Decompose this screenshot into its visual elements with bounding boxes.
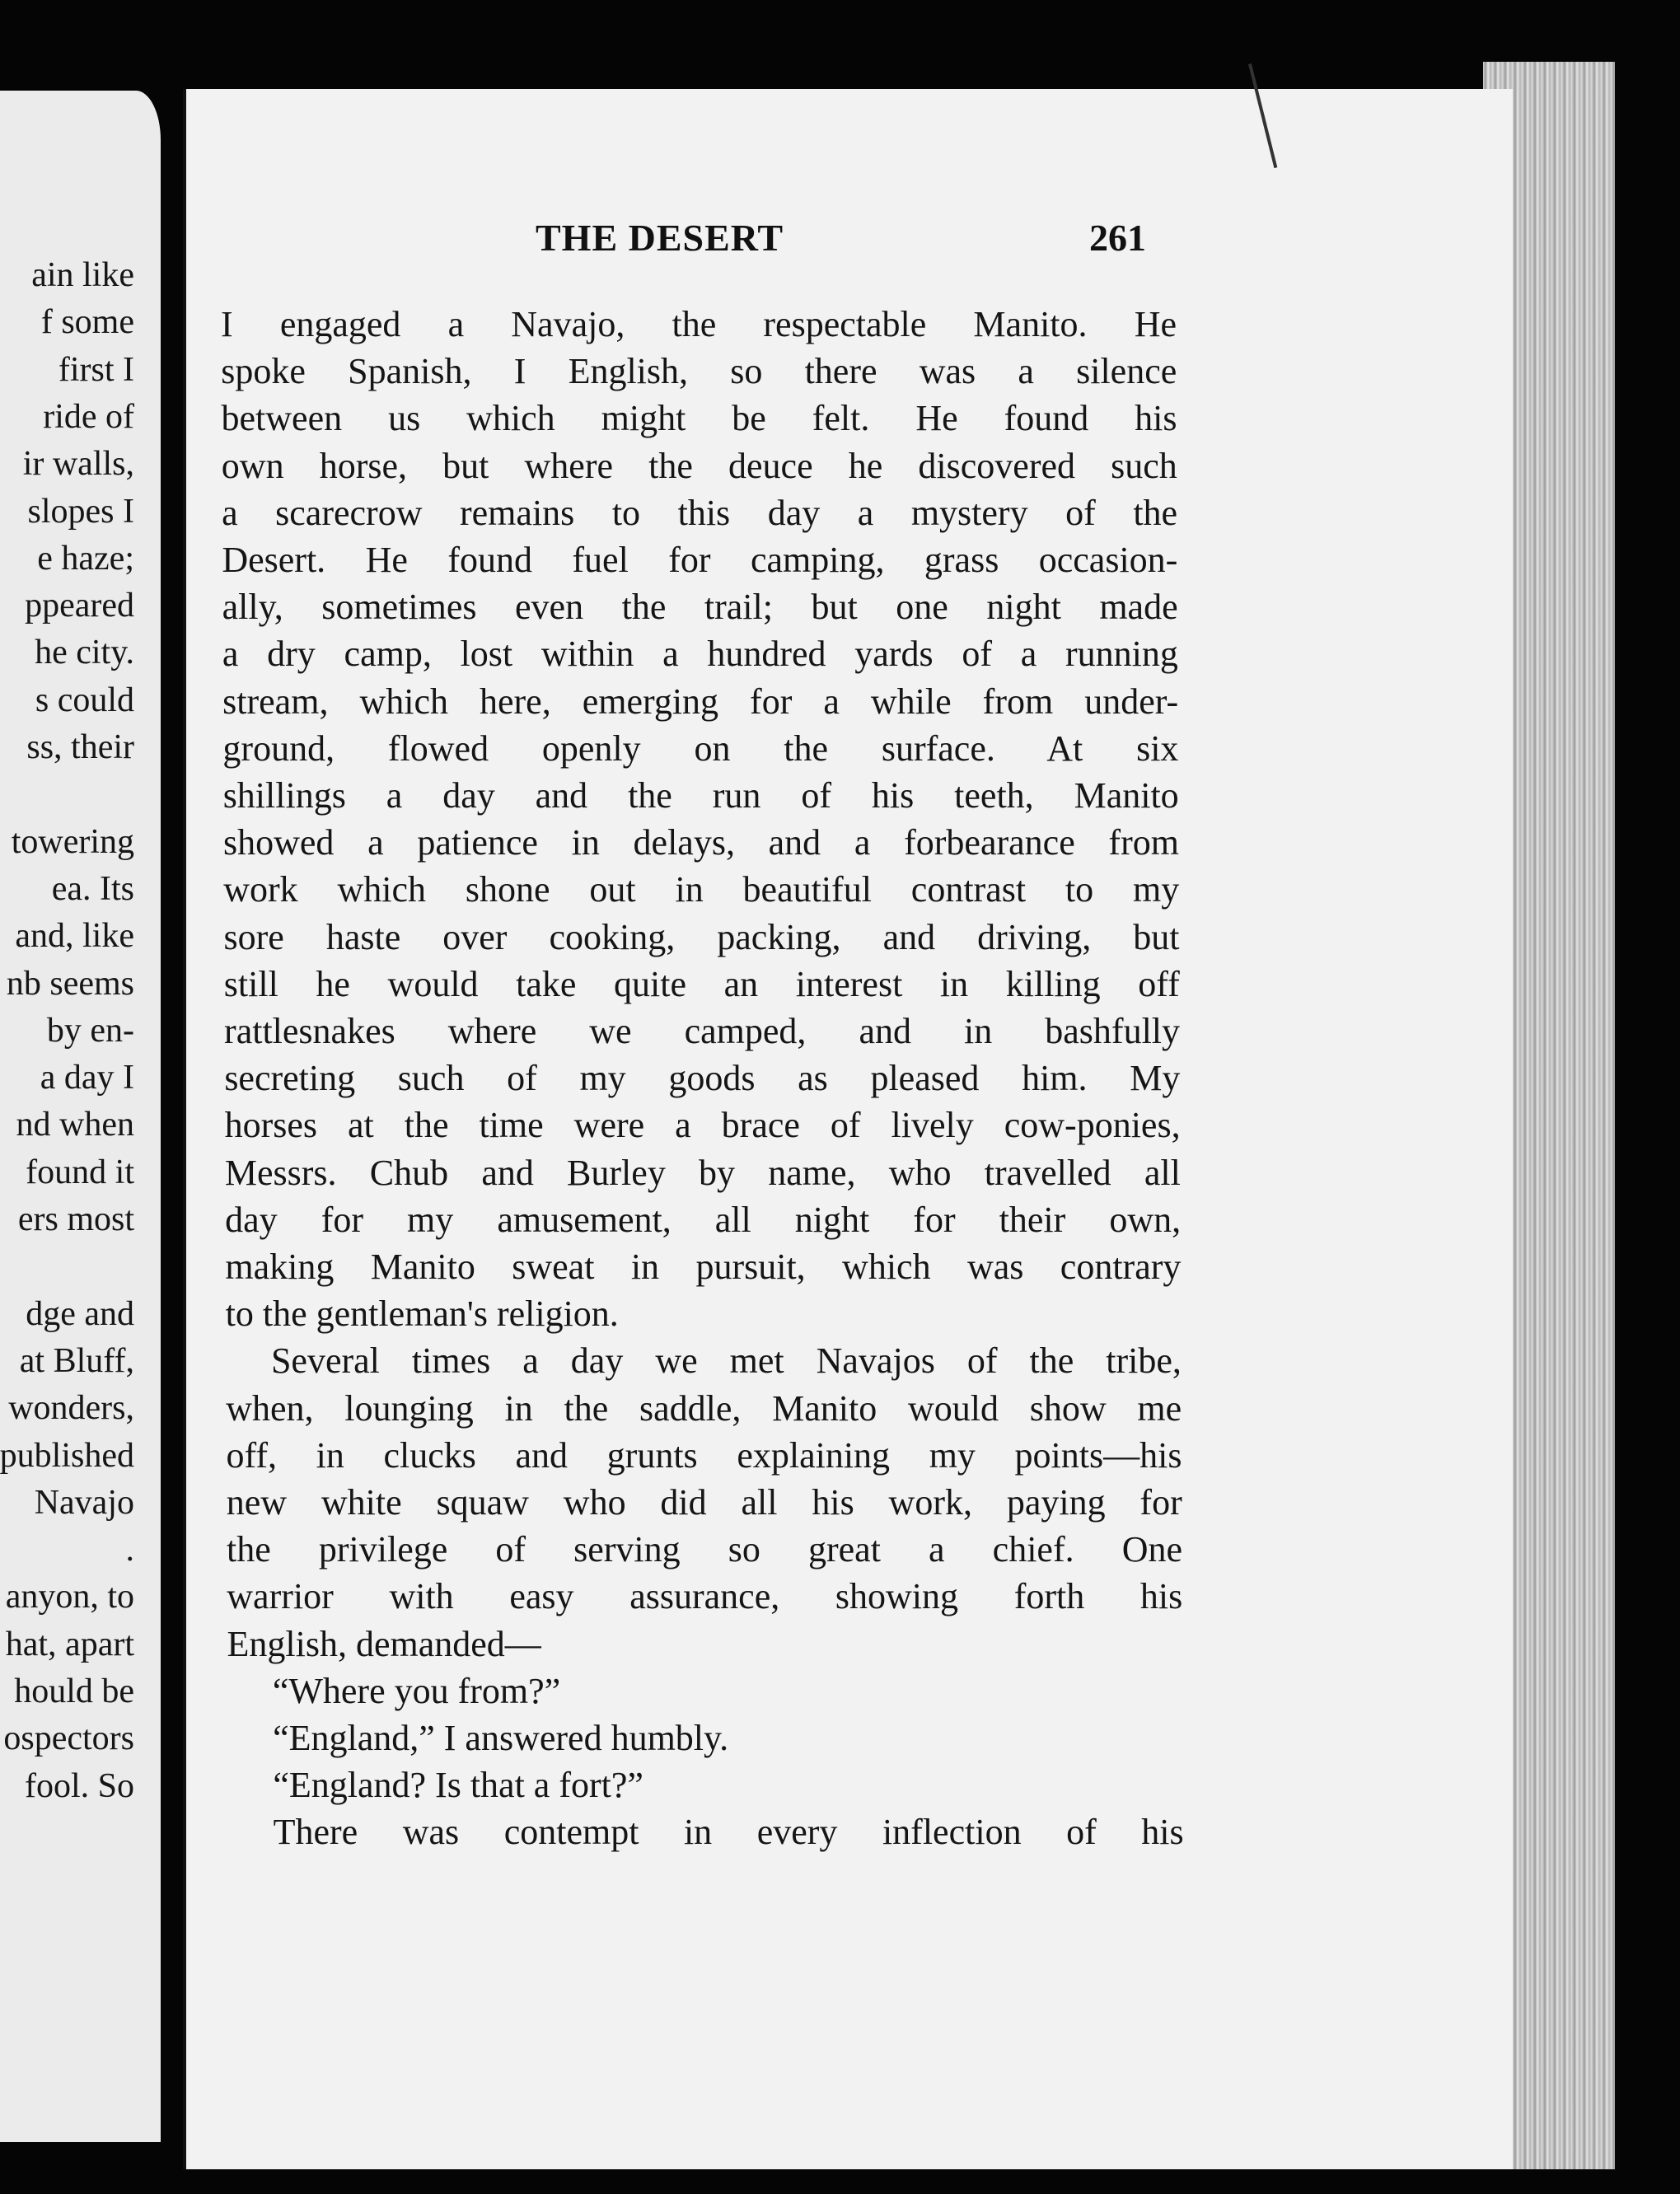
text-line: warrior with easy assurance, showing forth his [227,1576,1183,1617]
text-line: still he would take quite an interest in killing off [223,963,1180,1004]
facing-page-line: anyon, to [5,1578,134,1616]
text-line: “England? Is that a fort?” [273,1765,643,1806]
text-line: “England,” I answered humbly. [273,1718,729,1758]
facing-page-line: nb seems [6,964,134,1003]
facing-page-line: towering [11,822,134,861]
facing-page-line: nd when [16,1106,134,1144]
facing-page-line: dge and [26,1294,134,1333]
facing-page-line: ain like [31,256,134,294]
text-line: Several times a day we met Navajos of the tribe, [270,1340,1182,1382]
book-gutter [161,0,185,2194]
facing-page-line: e haze; [37,539,134,578]
facing-page-line: and, like [15,917,134,956]
text-line: Desert. He found fuel for camping, grass occasion- [222,540,1178,580]
facing-page-line: by en- [46,1011,134,1050]
facing-page-line: slopes I [27,492,134,531]
facing-page-line: at Bluff, [19,1341,134,1380]
text-line: “Where you from?” [272,1670,561,1711]
text-line: work which shone out in beautiful contrast to my [223,869,1180,910]
facing-page-line: ir walls, [22,445,134,484]
text-line: day for my amusement, all night for their own, [225,1199,1182,1240]
text-line: the privilege of serving so great a chief. One [227,1529,1183,1570]
text-line: stream, which here, emerging for a while from under- [222,681,1179,722]
facing-page-line: ppeared [25,587,134,625]
running-head: THE DESERT [536,217,784,259]
text-line: a dry camp, lost within a hundred yards of a running [222,634,1178,675]
facing-page-line: ospectors [3,1719,134,1758]
text-line: a scarecrow remains to this day a mystery of the [222,492,1178,533]
text-line: secreting such of my goods as pleased him. My [224,1058,1181,1099]
facing-page-line: ers most [17,1200,134,1238]
text-line: ally, sometimes even the trail; but one night made [222,587,1178,628]
text-line: off, in clucks and grunts explaining my points—his [226,1434,1182,1476]
text-line: sore haste over cooking, packing, and driving, but [223,916,1180,957]
facing-page-line: f some [40,303,134,342]
facing-page-line: first I [58,350,134,389]
text-line: English, demanded— [227,1623,541,1664]
text-line: Messrs. Chub and Burley by name, who travelled all [224,1152,1181,1193]
facing-page-line: . [125,1531,134,1569]
facing-page-line: fool. So [24,1766,134,1805]
page-number: 261 [1089,217,1146,259]
text-line: between us which might be felt. He found his [221,398,1177,439]
text-line: horses at the time were a brace of lively cow-ponies, [224,1105,1181,1146]
facing-page [0,91,161,2142]
text-line: shillings a day and the run of his teeth, Manito [222,775,1179,816]
facing-page-line: ea. Its [51,869,134,908]
facing-page-line: ride of [43,397,134,436]
facing-page-line: hat, apart [5,1625,134,1663]
facing-page-line: Navajo [34,1483,134,1522]
facing-page-line: hould be [14,1672,134,1710]
edge-shadow [1615,49,1680,2194]
text-line: making Manito sweat in pursuit, which was contrary [225,1247,1182,1287]
text-line: showed a patience in delays, and a forbearance from [222,822,1179,863]
text-line: when, lounging in the saddle, Manito would show me [226,1387,1182,1429]
text-line: ground, flowed openly on the surface. At six [222,727,1179,769]
facing-page-line: ss, their [26,728,134,766]
facing-page-line: he city. [35,634,134,672]
text-line: to the gentleman's religion. [225,1293,619,1335]
facing-page-line: published [0,1436,134,1475]
facing-page-line: found it [26,1153,134,1191]
text-line: There was contempt in every inflection of his [273,1812,1184,1853]
text-line: own horse, but where the deuce he discovered such [221,445,1177,486]
facing-page-line: s could [35,681,134,719]
text-line: rattlesnakes where we camped, and in bashfully [224,1011,1181,1051]
text-line: I engaged a Navajo, the respectable Manito. He [221,304,1177,344]
facing-page-line: wonders, [8,1389,134,1428]
facing-page-line: a day I [40,1059,134,1097]
text-line: new white squaw who did all his work, paying for [226,1482,1182,1523]
text-line: spoke Spanish, I English, so there was a silence [221,351,1177,392]
